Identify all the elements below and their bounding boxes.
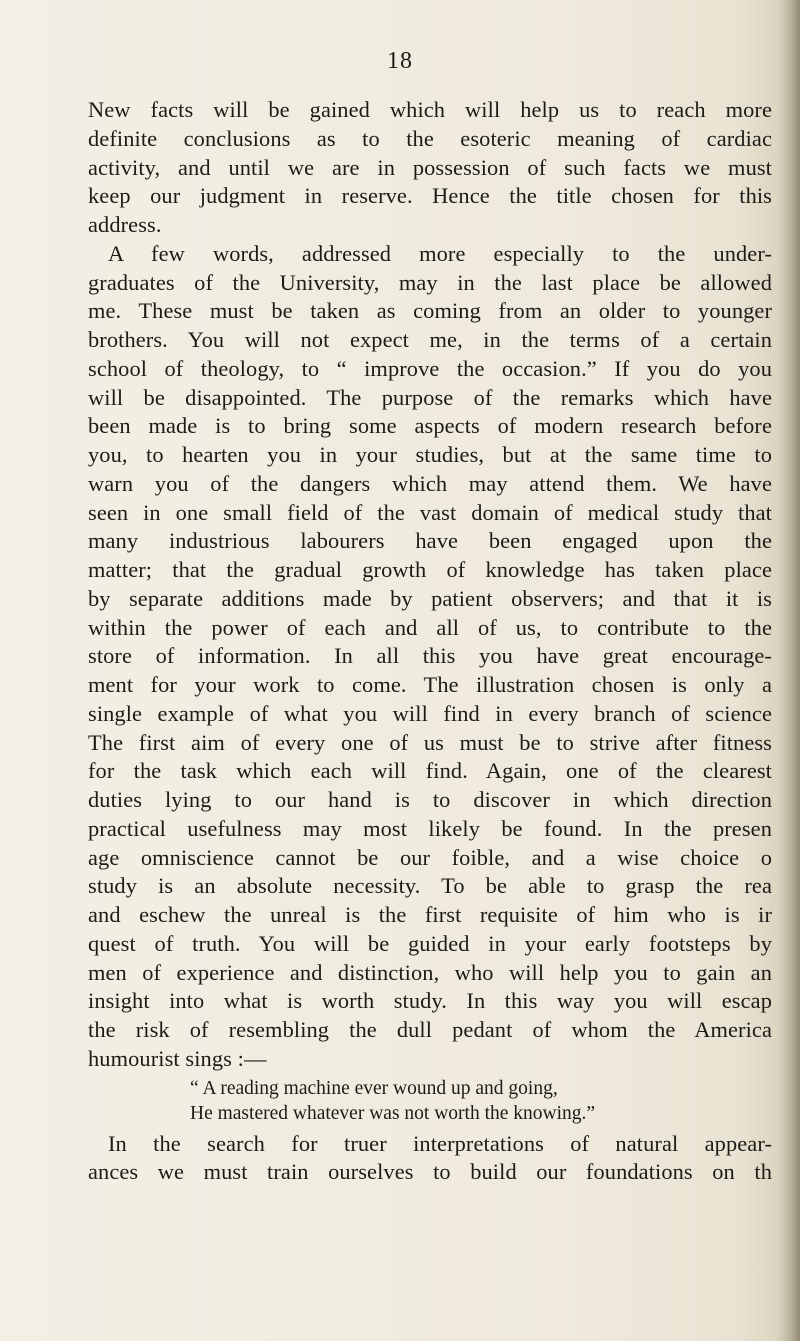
text-line: seen in one small field of the vast domain of medical study that [88,499,772,525]
text-line: will be disappointed. The purpose of the remarks which have [88,384,772,410]
text-line: definite conclusions as to the esoteric meaning of cardiac [88,125,772,151]
text-line: within the power of each and all of us, to contribute to the [88,614,772,640]
text-line: address. [88,212,162,237]
text-line: school of theology, to “ improve the occasion.” If you do you [88,355,772,381]
text-line: matter; that the gradual growth of knowledge has taken place [88,557,772,582]
body-text [88,96,772,1187]
text-line: insight into what is worth study. In this way you will escap [88,988,772,1014]
text-line: study is an absolute necessity. To be able to grasp the rea [88,873,772,899]
text-line: single example of what you will find in every branch of science [88,700,772,726]
paragraph-1 [88,96,772,240]
page-number: 18 [387,48,413,74]
text-line: In the search for truer interpretations of natural appear- [108,1130,772,1156]
text-line: The first aim of every one of us must be to strive after fitness [88,729,772,755]
text-line: the risk of resembling the dull pedant of whom the America [88,1017,772,1042]
text-line: New facts will be gained which will help us to reach more [88,97,772,122]
quote-line: He mastered whatever was not worth the knowing.” [190,1102,596,1124]
text-line: age omniscience cannot be our foible, and a wise choice o [88,844,772,870]
text-line: ances we must train ourselves to build our foundations on th [88,1159,772,1185]
text-line: warn you of the dangers which may attend them. We have [88,470,772,496]
text-line: practical usefulness may most likely be found. In the presen [88,815,772,841]
text-line: me. These must be taken as coming from an older to younger [88,298,772,324]
page-edge-shadow [778,0,800,1341]
text-line: humourist sings :— [88,1045,267,1071]
text-line: men of experience and distinction, who will help you to gain an [88,959,772,985]
text-line: store of information. In all this you have great encourage- [88,643,772,669]
text-line: many industrious labourers have been engaged upon the [88,528,772,554]
text-line: ment for your work to come. The illustration chosen is only a [88,672,772,697]
text-line: graduates of the University, may in the last place be allowed [88,269,772,295]
text-line: been made is to bring some aspects of modern research before [88,413,772,439]
text-line: keep our judgment in reserve. Hence the title chosen for this [88,183,772,209]
text-line: and eschew the unreal is the first requisite of him who is ir [88,902,772,927]
verse-quote [88,1076,772,1126]
text-line: by separate additions made by patient observers; and that it is [88,585,772,611]
text-line: activity, and until we are in possession of such facts we must [88,154,772,180]
text-line: you, to hearten you in your studies, but at the same time to [88,442,772,467]
quote-line: “ A reading machine ever wound up and going, [190,1077,558,1099]
text-line: quest of truth. You will be guided in your early footsteps by [88,930,772,956]
paragraph-2 [88,240,772,1074]
text-line: for the task which each will find. Again, one of the clearest [88,758,772,784]
text-line: brothers. You will not expect me, in the terms of a certain [88,327,772,352]
text-line: A few words, addressed more especially to the under- [108,240,772,266]
paragraph-3 [88,1130,772,1188]
text-line: duties lying to our hand is to discover in which direction [88,787,772,812]
